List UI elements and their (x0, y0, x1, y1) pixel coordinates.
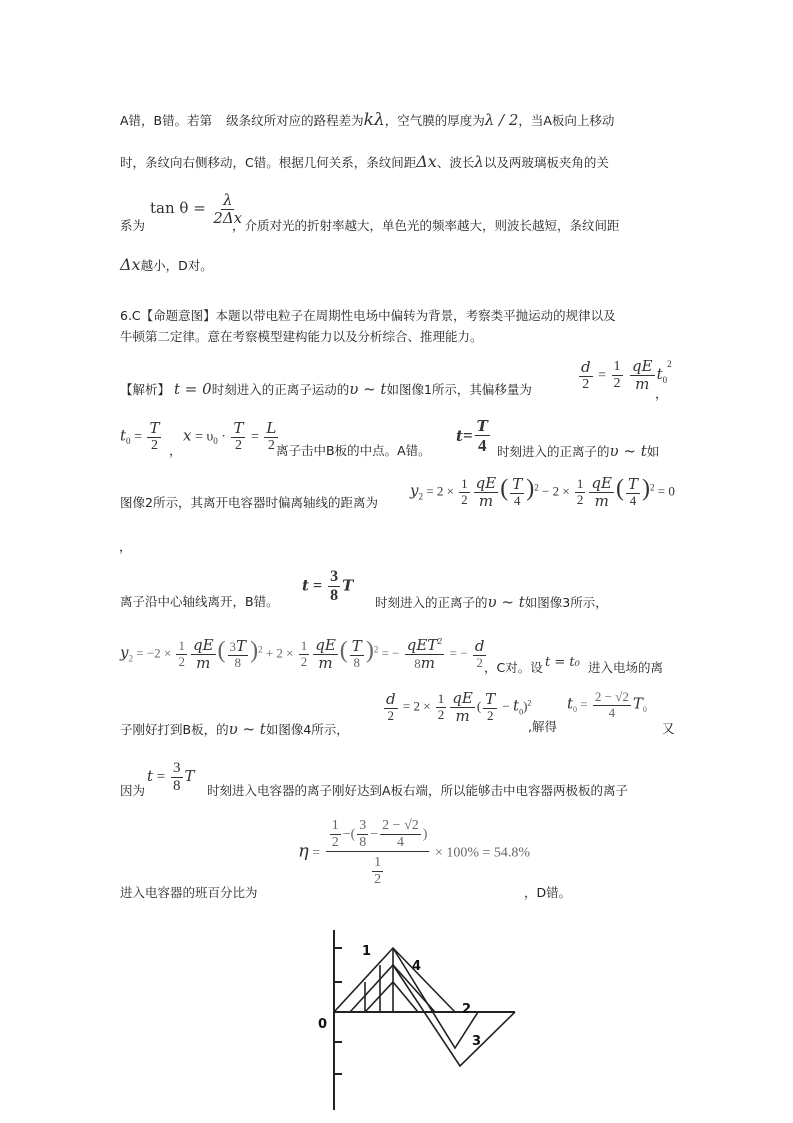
tan-formula: tan θ = $\frac{\lambda}{2\Delta x}$ (150, 191, 243, 228)
text-line: Δx越小，D对。 (120, 255, 213, 274)
eta-formula: η = $\frac{1}{2}$ −( $\frac{3}{8}$ − $\frac{2 - √2}{4}$ ) $\frac{1}{2}$ × 100% = 54.8% (298, 818, 531, 888)
velocity-time-graph (300, 920, 540, 1115)
text-line: 进入电容器的班百分比为 (120, 885, 258, 900)
text-line: t = t₀ (545, 655, 580, 670)
text-line: ,解得 (528, 719, 557, 734)
y2-formula-2: $y_2 = -2$ × $\frac{1}{2}$ $\frac{qE}{m}$ ( $\frac{3T}{8}$ )$^2$ + 2 × $\frac{1}{2}$ $\frac{qE}{m}$ ( $\frac{T}{8}$ )$^2$ = − $\frac{qET^2}{8m}$ = − $\frac{d}{2}$ (120, 636, 485, 673)
t0-formula: $t_0$ = $\frac{T}{2}$ (120, 419, 160, 454)
text-line: 子刚好打到B板，的υ ~ t如图像4所示， (120, 720, 349, 738)
offset-formula: $\frac{d}{2}$ = $\frac{1}{2}$ $\frac{qE}{m}$ $t_0^2$ (581, 357, 672, 394)
text-line: 离子击中B板的中点。A错。 (276, 443, 431, 458)
text-line: ，C对。设 (484, 660, 543, 675)
text-line: 因为 (120, 783, 146, 798)
y2-formula-1: $y_2 = 2$ × $\frac{1}{2}$ $\frac{qE}{m}$ ( $\frac{T}{4}$ )$^2$ − 2 × $\frac{1}{2}$ $\frac{qE}{m}$ ( $\frac{T}{4}$ )$^2$ = 0 (410, 474, 675, 511)
text-line: 时，条纹向右侧移动，C错。根据几何关系，条纹间距Δx、波长λ以及两玻璃板夹角的关 (120, 152, 609, 171)
text-line: 时刻进入电容器的离子刚好达到A板右端，所以能够击中电容器两极板的离子 (207, 783, 629, 798)
label-2: 2 (462, 1002, 472, 1017)
text-line: 6.C【命题意图】本题以带电粒子在周期性电场中偏转为背景，考察类平抛运动的规律以及 (120, 308, 616, 323)
t-T4-formula: t= $\frac{T}{4}$ (456, 417, 488, 456)
text-line: 时刻进入的正离子的υ ~ t如图像3所示， (375, 593, 608, 611)
text-line: 进入电场的离 (588, 660, 664, 675)
curve-3 (393, 965, 515, 1066)
label-4: 4 (412, 959, 422, 974)
t0-solution-formula: $t_0$ = $\frac{2 - √2}{4}$ $T_0$ (567, 689, 647, 720)
text-line: 时刻进入的正离子的υ ~ t如 (497, 442, 660, 460)
text-line: ，介质对光的折射率越大，单色光的频率越大，则波长越短，条纹间距 (232, 218, 620, 233)
x-formula: $x = \upsilon_0$ · $\frac{T}{2}$ = $\frac{L}{2}$ (183, 419, 277, 454)
text-line: 牛顿第二定律。意在考察模型建构能力以及分析综合、推理能力。 (120, 329, 483, 344)
label-1: 1 (362, 944, 372, 959)
text-line: ， (655, 386, 668, 401)
label-origin: 0 (318, 1017, 328, 1032)
t-3T8-formula-2: t = $\frac{3}{8}$ T (147, 760, 195, 795)
text-line: 【解析】 t = 0时刻进入的正离子运动的υ ~ t如图像1所示，其偏移量为 (120, 380, 532, 398)
t0-condition-formula: $\frac{d}{2}$ = 2 × $\frac{1}{2}$ $\frac{qE}{m}$ ( $\frac{T}{2}$ − $t_0)^2$ (386, 689, 532, 726)
text-line: A错，B错。若第 级条纹所对应的路程差为kλ，空气膜的厚度为λ / 2，当A板向上移动 (120, 110, 615, 130)
text-line: 离子沿中心轴线离开，B错。 (120, 594, 279, 609)
text-line: ，D错。 (524, 885, 572, 900)
text-line: 图像2所示，其离开电容器时偏离轴线的距离为 (120, 495, 378, 510)
text-line: ， (119, 539, 132, 554)
t-3T8-formula: t = $\frac{3}{8}$ T (302, 568, 354, 605)
text-line: 又 (662, 721, 675, 736)
text-line: 系为 (120, 218, 146, 233)
label-3: 3 (472, 1034, 482, 1049)
text-line: ， (169, 443, 182, 458)
